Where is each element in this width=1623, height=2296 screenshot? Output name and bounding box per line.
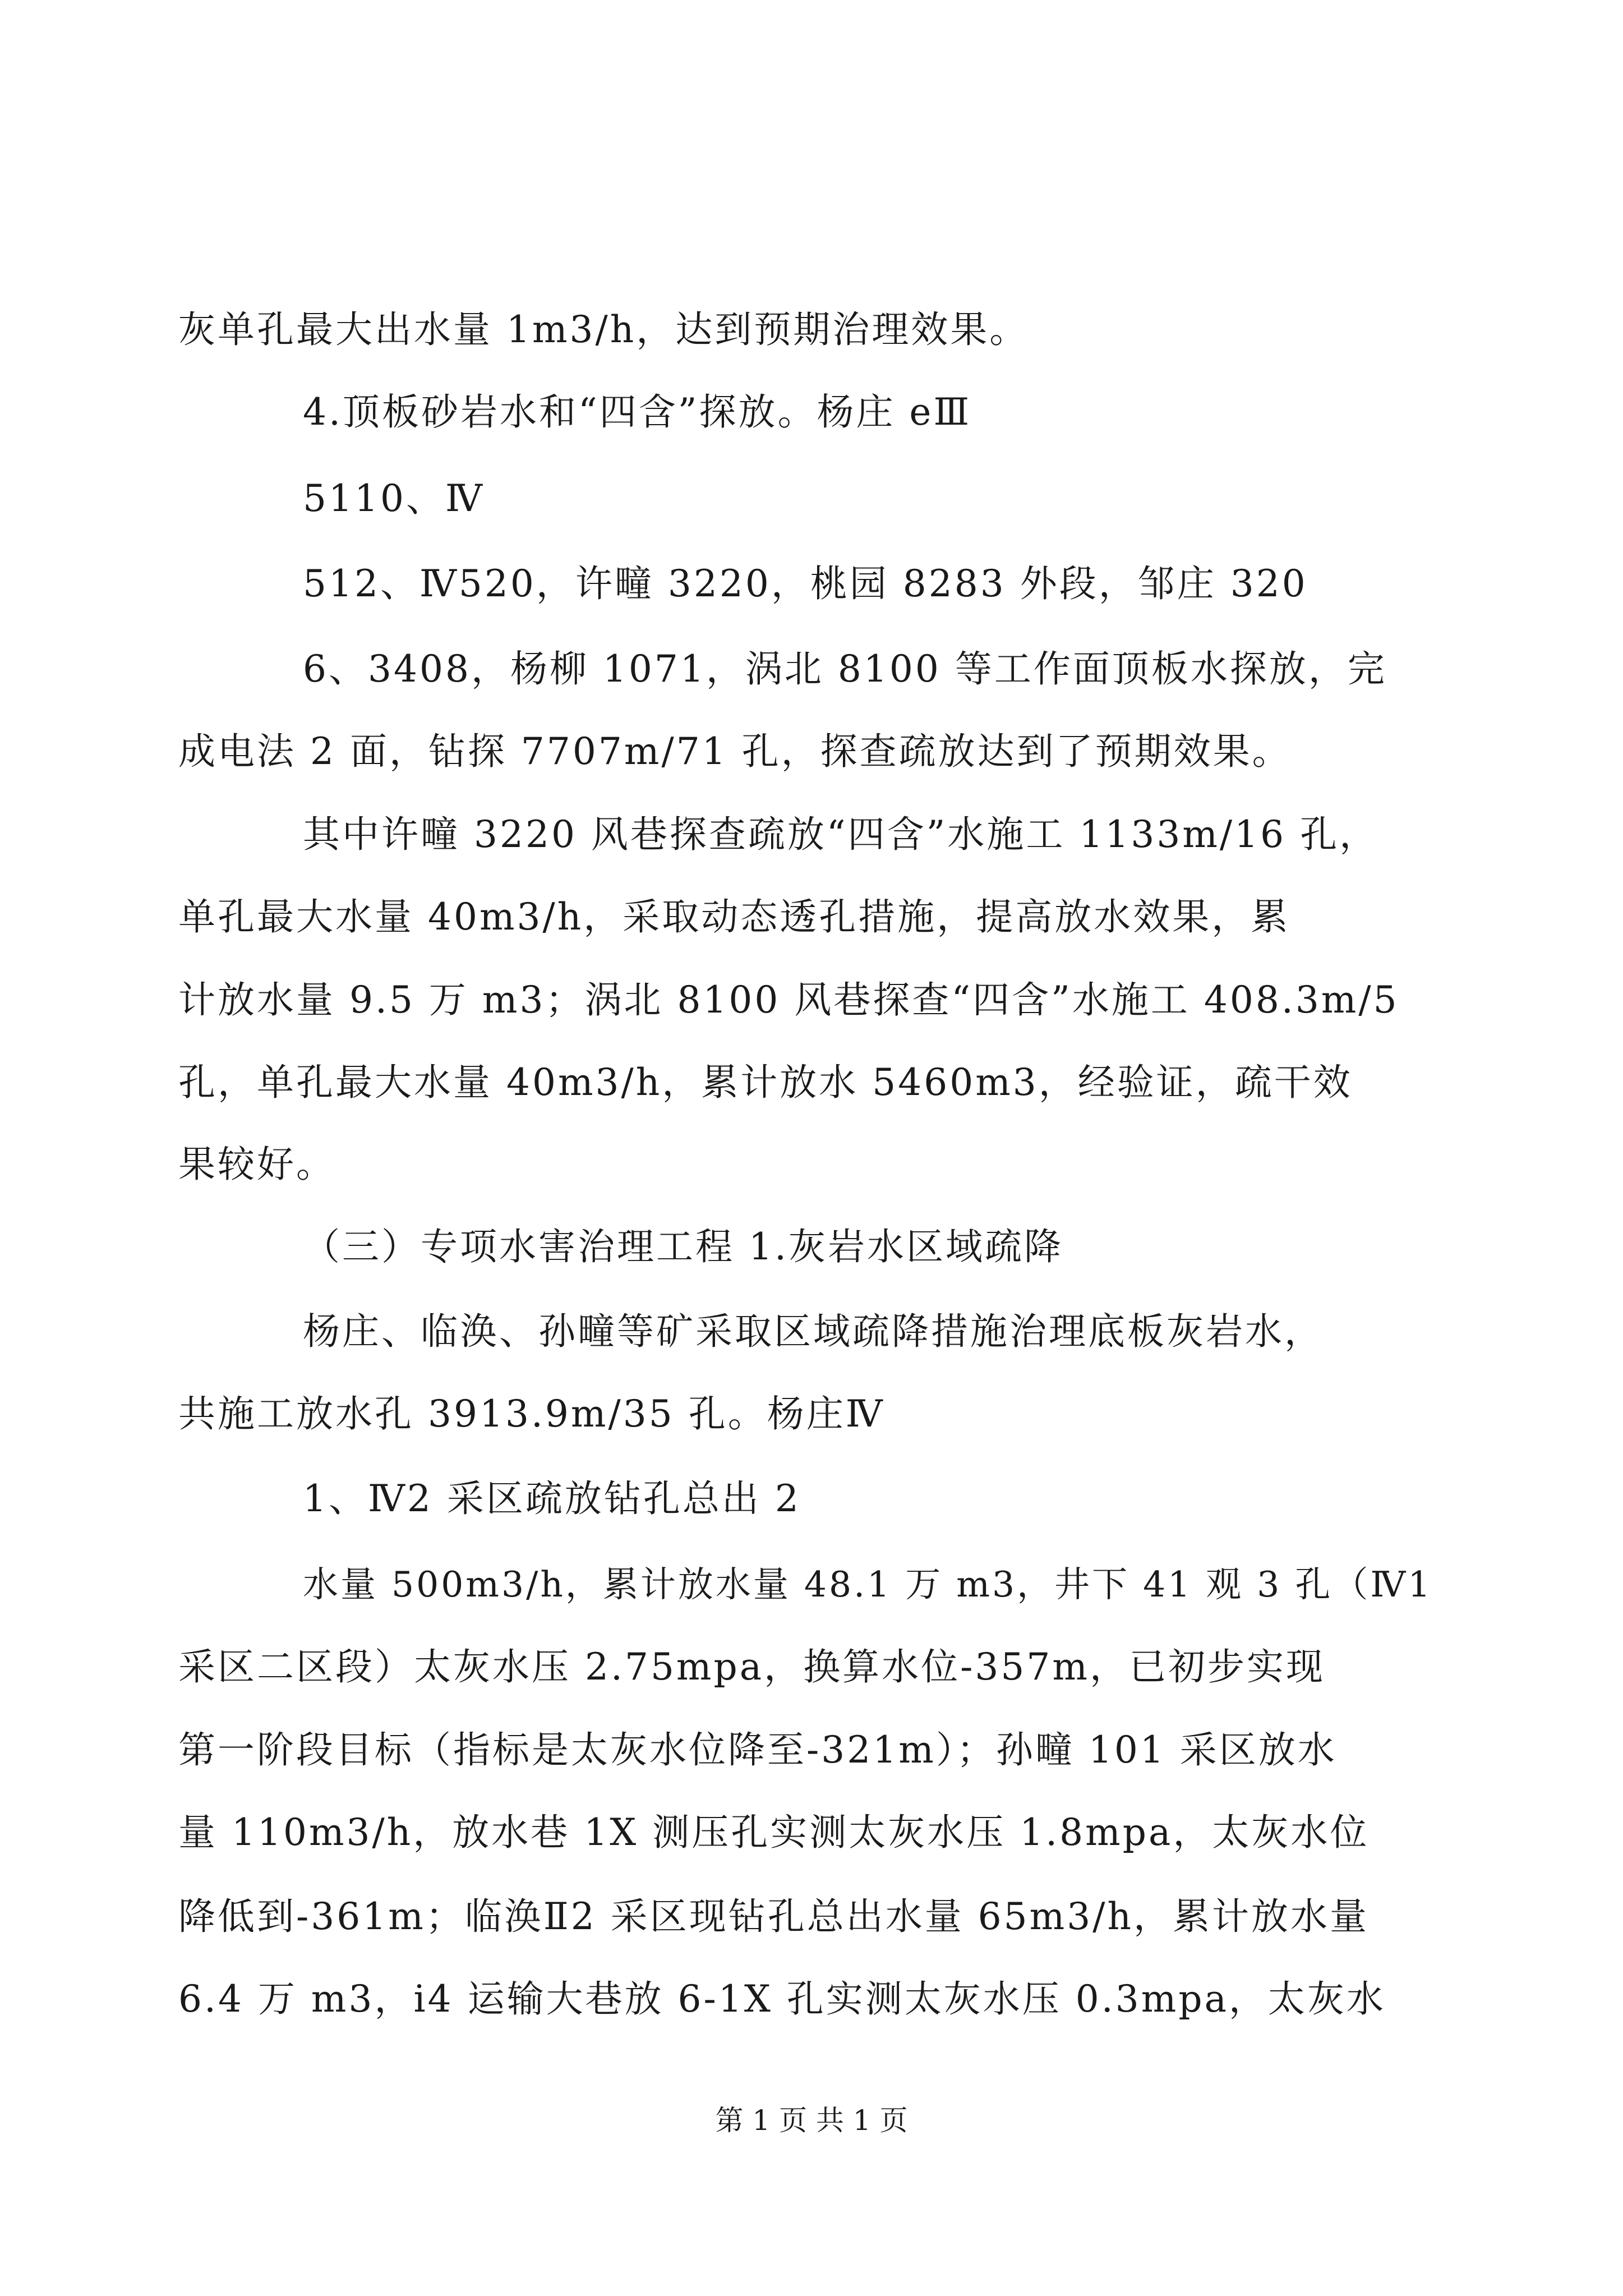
body-line: 杨庄、临涣、孙疃等矿采取区域疏降措施治理底板灰岩水， xyxy=(303,1310,1324,1353)
body-line: 单孔最大水量 40m3/h，采取动态透孔措施，提高放水效果，累 xyxy=(178,895,1290,938)
body-line: 1、Ⅳ2 采区疏放钻孔总出 2 xyxy=(303,1477,801,1520)
page-footer: 第 1 页 共 1 页 xyxy=(715,2104,908,2137)
body-line: 5110、Ⅳ xyxy=(303,477,485,520)
body-line: 孔，单孔最大水量 40m3/h，累计放水 5460m3，经验证，疏干效 xyxy=(178,1061,1353,1104)
body-line: 计放水量 9.5 万 m3；涡北 8100 风巷探查“四含”水施工 408.3m/5 xyxy=(178,978,1399,1022)
section-heading: （三）专项水害治理工程 1.灰岩水区域疏降 xyxy=(303,1225,1063,1268)
body-line: 512、Ⅳ520，许疃 3220，桃园 8283 外段，邹庄 320 xyxy=(303,562,1308,605)
body-line: 成电法 2 面，钻探 7707m/71 孔，探查疏放达到了预期效果。 xyxy=(178,730,1292,773)
body-line: 采区二区段）太灰水压 2.75mpa，换算水位-357m，已初步实现 xyxy=(178,1645,1325,1688)
body-line: 灰单孔最大出水量 1m3/h，达到预期治理效果。 xyxy=(178,308,1029,351)
body-line: 水量 500m3/h，累计放水量 48.1 万 m3，井下 41 观 3 孔（Ⅳ1 xyxy=(303,1564,1433,1605)
body-line: 4.顶板砂岩水和“四含”探放。杨庄 eⅢ xyxy=(303,390,972,434)
body-line: 6.4 万 m3，i4 运输大巷放 6-1X 孔实测太灰水压 0.3mpa，太灰水 xyxy=(178,1977,1386,2021)
body-line: 量 110m3/h，放水巷 1X 测压孔实测太灰水压 1.8mpa，太灰水位 xyxy=(178,1811,1370,1854)
body-line: 果较好。 xyxy=(178,1143,335,1186)
body-line: 其中许疃 3220 风巷探查疏放“四含”水施工 1133m/16 孔， xyxy=(303,813,1379,856)
body-line: 6、3408，杨柳 1071，涡北 8100 等工作面顶板水探放，完 xyxy=(303,647,1387,691)
body-line: 降低到-361m；临涣Ⅱ2 采区现钻孔总出水量 65m3/h，累计放水量 xyxy=(178,1895,1369,1938)
body-line: 第一阶段目标（指标是太灰水位降至-321m）；孙疃 101 采区放水 xyxy=(178,1728,1337,1772)
body-line: 共施工放水孔 3913.9m/35 孔。杨庄Ⅳ xyxy=(178,1392,885,1435)
